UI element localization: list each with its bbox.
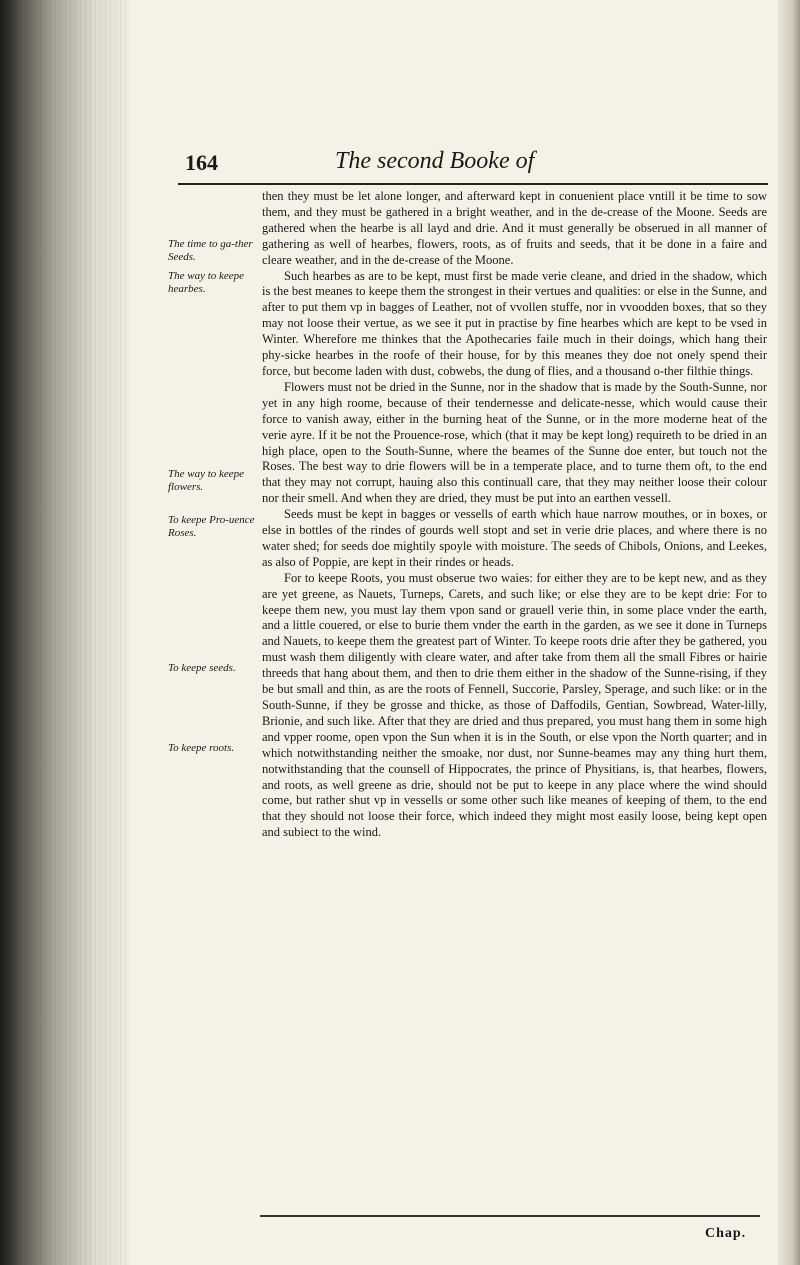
margin-note-keep-hearbes: The way to keepe hearbes.: [168, 270, 245, 295]
margin-note-keep-roots: To keepe roots.: [168, 742, 235, 754]
gutter-texture: [0, 0, 130, 1265]
running-title: The second Booke of: [335, 148, 535, 174]
margin-note-keep-roses: To keepe Pro-uence Roses.: [168, 514, 255, 539]
header-rule: [178, 183, 768, 185]
margin-note-keep-flowers: The way to keepe flowers.: [168, 468, 245, 493]
footer-rule: [260, 1215, 760, 1217]
body-text: [262, 189, 767, 841]
page-header: [185, 148, 770, 182]
page-edge-shadow: [778, 0, 800, 1265]
paragraph-seeds: then they must be let alone longer, and afterward kept in conuenient place vntill it be time to sow them, and they must be gathered in a bright weather, and in the de-crease of the Moone. Seeds are gathered when the hearbe is all layd and drie. And it must generally be obserued in all manner of gathering as well of hearbes, flowers, roots, as of fruits and seeds, that it be done in a faire and cleare weather, and in the de-crease of the Moone.: [262, 189, 767, 267]
margin-note-gather-seeds: The time to ga-ther Seeds.: [168, 238, 253, 263]
paragraph-roots: For to keepe Roots, you must obserue two waies: for either they are to be kept new, and as they are yet greene, as Nauets, Turneps, Carets, and such like; or else they are to be kept drie: For to keepe them new, you must lay them vpon sand or grauell verie thin, in some place vnder the earth, and a little couered, or else to burie them vnder the earth in the garden, as we see it done in Turneps and Nauets, to keepe them the greatest part of Winter. To keepe roots drie after they be gathered, you must wash them diligently with cleare water, and after take from them all the small Fibres or hairie threeds that hang about them, and then to drie them either in the shadow of the Sunne-rising, if they be but small and thin, as are the roots of Fennell, Succorie, Parsley, Sperage, and such like: or in the South-Sunne, if they be grosse and thicke, as those of Daffodils, Gentian, Sowbread, Water-lilly, Brionie, and such like. After that they are dried and thus prepared, you must hang them in some high and vpper roome, open vpon the Sun when it is in the South, or else vpon the North quarter; and in which notwithstanding neither the smoake, nor dust, nor Sunne-beames may any thing hurt them, notwithstanding that the counsell of Hippocrates, the prince of Physitians, is, that hearbes, flowers, and roots, as well greene as drie, should not be put to keepe in any place where the wind should come, but rather shut vp in vessells or some other such like meanes of keeping of them, to the end that they should not loose their force, which indeed they might most easily loose, being kept open and subiect to the wind.: [262, 570, 767, 840]
paragraph-flowers: Flowers must not be dried in the Sunne, nor in the shadow that is made by the South-Sunne, nor yet in any high roome, because of their tendernesse and delicate-nesse, which would cause their force to vanish away, either in the burning heat of the Sunne, or in the more moderne heat of the verie ayre. If it be not the Prouence-rose, which (that it may be kept long) requireth to be dried in an high place, open to the South-Sunne, where the beames of the Sunne doe enter, but touch not the Roses. The best way to drie flowers will be in a temperate place, and to turne them oft, to the end that they may not corrupt, hauing also this continuall care, that they may neither loose their colour nor their smell. And when they are dried, they must be put into an earthen vessell.: [262, 379, 767, 506]
paragraph-hearbes: Such hearbes as are to be kept, must first be made verie cleane, and dried in the shadow, which is the best meanes to keepe them the strongest in their vertues and qualities: or else in the Sunne, and after to put them vp in bagges of Leather, not of vvollen stuffe, nor in vvoodden boxes, that so they may not loose their vertue, as we see it put in practise by fine hearbes which are kept to be vsed in Winter. Wherefore me thinkes that the Apothecaries faile much in their doings, which hang their phy-sicke hearbes in the roofe of their house, for by this meanes they doe not onely spend their force, but become laden with dust, cobwebs, the dung of flies, and a thousand o-ther filthie things.: [262, 268, 767, 378]
paragraph-keep-seeds: Seeds must be kept in bagges or vessells of earth which haue narrow mouthes, or in boxes, or else in bottles of the rindes of gourds well stopt and set in verie drie places, and where there is no water shed; for seeds doe mightily spoyle with moisture. The seeds of Chibols, Onions, and Leekes, as also of Poppie, are kept in their rindes or heads.: [262, 507, 767, 569]
page-number: 164: [185, 150, 218, 175]
margin-note-keep-seeds: To keepe seeds.: [168, 662, 236, 674]
catchword: Chap.: [705, 1226, 747, 1241]
